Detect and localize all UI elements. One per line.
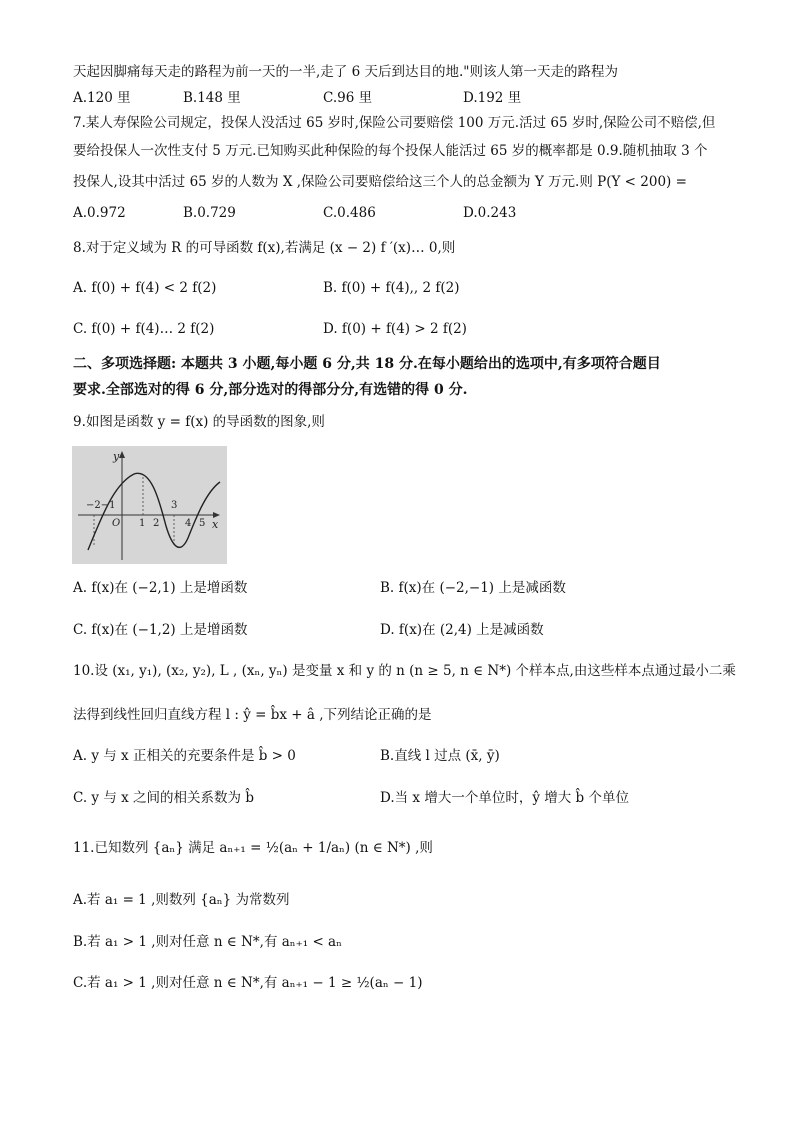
q10-option-a: A. y 与 x 正相关的充要条件是 b̂ > 0 [73, 748, 296, 764]
q7-option-b: B.0.729 [183, 205, 236, 221]
q10-line-2: 法得到线性回归直线方程 l : ŷ = b̂x + â ,下列结论正确的是 [73, 707, 432, 723]
q9-option-d: D. f(x)在 (2,4) 上是减函数 [380, 622, 544, 638]
q7-option-d: D.0.243 [463, 205, 517, 221]
q8-option-b: B. f(0) + f(4),, 2 f(2) [323, 280, 460, 296]
q7-option-c: C.0.486 [323, 205, 376, 221]
q11-stem: 11.已知数列 {aₙ} 满足 aₙ₊₁ = ½(aₙ + 1/aₙ) (n ∈ N*) ,则 [73, 840, 433, 856]
label-three: 3 [171, 500, 178, 511]
q11-option-c: C.若 a₁ > 1 ,则对任意 n ∈ N*,有 aₙ₊₁ − 1 ≥ ½(aₙ − 1) [73, 975, 423, 991]
label-y: y [113, 450, 120, 463]
q10-option-c: C. y 与 x 之间的相关系数为 b̂ [73, 790, 254, 806]
label-five: 5 [199, 518, 206, 529]
section2-heading-line-1: 二、多项选择题: 本题共 3 小题,每小题 6 分,共 18 分.在每小题给出的选项中,有多项符合题目 [73, 356, 661, 372]
q11-option-b: B.若 a₁ > 1 ,则对任意 n ∈ N*,有 aₙ₊₁ < aₙ [73, 934, 342, 950]
q9-option-c: C. f(x)在 (−1,2) 上是增函数 [73, 622, 248, 638]
section2-heading-line-2: 要求.全部选对的得 6 分,部分选对的得部分分,有选错的得 0 分. [73, 382, 468, 398]
derivative-graph [72, 446, 227, 564]
q10-option-d: D.当 x 增大一个单位时，ŷ 增大 b̂ 个单位 [380, 790, 629, 806]
q7-option-a: A.0.972 [73, 205, 126, 221]
q6-option-c: C.96 里 [323, 90, 373, 106]
q6-stem: 天起因脚痛每天走的路程为前一天的一半,走了 6 天后到达目的地."则该人第一天走的路程为 [73, 64, 618, 80]
label-one: 1 [139, 518, 146, 529]
label-two: 2 [153, 518, 160, 529]
label-origin: O [112, 518, 121, 529]
label-neg: −2−1 [86, 500, 116, 511]
q9-stem: 9.如图是函数 y = f(x) 的导函数的图象,则 [73, 414, 325, 430]
q6-option-a: A.120 里 [73, 90, 131, 106]
q8-option-c: C. f(0) + f(4)… 2 f(2) [73, 321, 215, 337]
q7-line-3: 投保人,设其中活过 65 岁的人数为 X ,保险公司要赔偿给这三个人的总金额为 Y 万元.则 P(Y < 200) = [73, 174, 687, 190]
q6-option-d: D.192 里 [463, 90, 522, 106]
label-four: 4 [185, 518, 192, 529]
q7-line-2: 要给投保人一次性支付 5 万元.已知购买此种保险的每个投保人能活过 65 岁的概率都是 0.9.随机抽取 3 个 [73, 143, 708, 159]
label-x: x [212, 518, 219, 531]
q8-option-a: A. f(0) + f(4) < 2 f(2) [73, 280, 217, 296]
q6-option-b: B.148 里 [183, 90, 241, 106]
q10-line-1: 10.设 (x₁, y₁), (x₂, y₂), L , (xₙ, yₙ) 是变量 x 和 y 的 n (n ≥ 5, n ∈ N*) 个样本点,由这些样本点通过最小二乘 [73, 663, 736, 679]
q8-stem: 8.对于定义域为 R 的可导函数 f(x),若满足 (x − 2) f ′(x)… 0,则 [73, 240, 456, 256]
q10-option-b: B.直线 l 过点 (x̄, ȳ) [380, 748, 500, 764]
q8-option-d: D. f(0) + f(4) > 2 f(2) [323, 321, 467, 337]
q11-option-a: A.若 a₁ = 1 ,则数列 {aₙ} 为常数列 [73, 892, 290, 908]
q9-option-a: A. f(x)在 (−2,1) 上是增函数 [73, 580, 248, 596]
q7-line-1: 7.某人寿保险公司规定，投保人没活过 65 岁时,保险公司要赔偿 100 万元.活过 65 岁时,保险公司不赔偿,但 [73, 115, 716, 131]
q9-option-b: B. f(x)在 (−2,−1) 上是减函数 [380, 580, 566, 596]
